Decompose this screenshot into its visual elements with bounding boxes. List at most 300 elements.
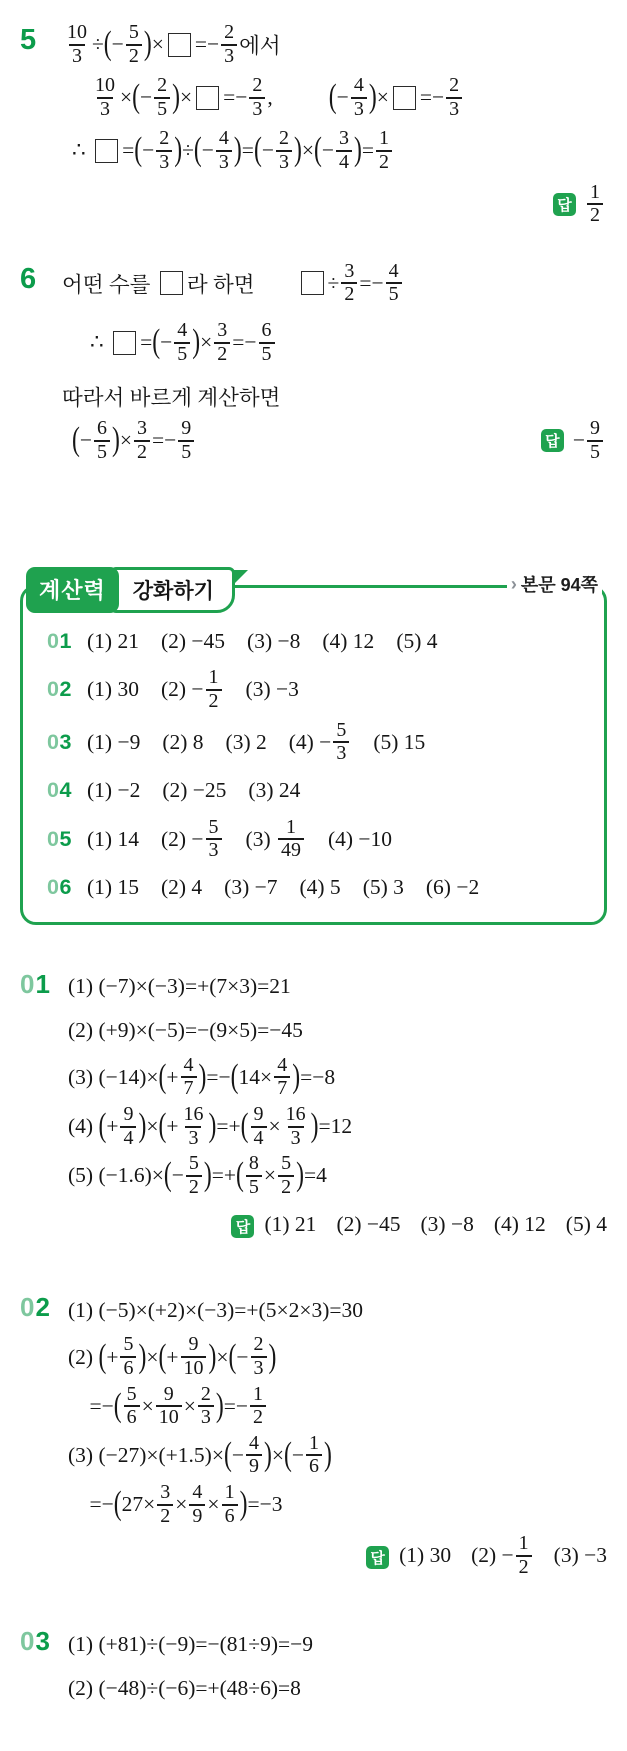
math-text: =− (68, 1492, 114, 1517)
math-text: 라 하면 (186, 272, 255, 297)
fraction: $\frac{1}{2}$ (516, 1533, 532, 1578)
tall-paren: ) (208, 1337, 217, 1376)
answer-item (162, 730, 203, 755)
row-number-zero: 0 (47, 729, 60, 754)
tall-paren: ( (158, 1337, 167, 1376)
answer-item (554, 1536, 607, 1576)
tall-paren: ) (296, 1156, 304, 1194)
math-text: (2) 4 (160, 875, 203, 900)
fraction: $\frac{1}{2}$ (206, 667, 222, 712)
calc-row-06 (47, 869, 590, 907)
problem-5-line-2 (90, 75, 607, 120)
fraction: $\frac{9}{10}$ (156, 1384, 182, 1429)
solution-line-list (68, 1624, 607, 1708)
fraction: $\frac{6}{5}$ (259, 320, 275, 365)
math-text: ÷ (182, 138, 194, 163)
math-text: , (267, 85, 273, 110)
math-text: − (171, 1163, 184, 1188)
solution-line (68, 1384, 607, 1429)
tall-paren: ( (236, 1156, 244, 1194)
math-line (72, 418, 196, 463)
row-number-zero: 0 (47, 875, 60, 900)
math-text: (3) (−27)×(+1.5)× (68, 1442, 224, 1467)
problem-6-line-4 (72, 418, 605, 463)
tall-paren: ( (72, 421, 80, 459)
math-line (90, 320, 277, 365)
blank-box (95, 139, 118, 163)
calc-row-number (47, 629, 87, 654)
answer-badge: 답 (231, 1215, 254, 1238)
solution-01-answer-row (68, 1204, 607, 1248)
problem-6-answer-row (541, 418, 605, 463)
tall-paren: ( (98, 1107, 107, 1145)
math-text: (6) −2 (425, 875, 480, 900)
solution-line-list (68, 967, 607, 1199)
math-text: (2) (68, 1344, 99, 1369)
calc-row-number (47, 730, 87, 755)
math-text: − (321, 138, 334, 163)
tall-paren: ( (158, 1107, 167, 1145)
math-text: (5) 4 (565, 1211, 607, 1236)
math-text: (1) (−7)×(−3)=+(7×3)=21 (68, 974, 291, 999)
fraction: $\frac{1}{2}$ (250, 1384, 266, 1429)
solution-number-digit: 1 (35, 968, 51, 999)
tall-paren: ) (138, 1107, 147, 1145)
tall-paren: ) (198, 1057, 207, 1096)
math-text: =+ (211, 1163, 237, 1188)
blank-box (393, 86, 416, 110)
fraction: 1 49 (278, 817, 304, 862)
calc-row-items (87, 720, 425, 765)
math-text: =− (223, 85, 248, 110)
math-text: × (183, 1393, 196, 1418)
calc-row-items (87, 817, 392, 862)
solution-number-zero: 0 (20, 968, 36, 999)
fraction: $\frac{1}{2}$ (376, 128, 392, 173)
fraction: $\frac{9}{5}$ (587, 418, 603, 463)
page-ref-label: 본문 94쪽 (520, 575, 598, 596)
tall-paren: ( (284, 1435, 292, 1474)
tall-paren: ( (313, 131, 322, 170)
math-text: − (142, 138, 155, 163)
fraction: $\frac{10}{3}$ (95, 74, 115, 120)
tall-paren: ) (310, 1107, 319, 1145)
math-text: =12 (318, 1114, 353, 1139)
blank-box (113, 331, 136, 355)
math-text: = (241, 138, 254, 163)
answer-item (396, 629, 437, 654)
fraction: $\frac{10}{3}$ (67, 21, 87, 67)
fraction: $\frac{2}{3}$ (251, 1334, 267, 1379)
fraction: $\frac{2}{3}$ (198, 1384, 214, 1429)
math-text: = (361, 138, 374, 163)
fraction: $\frac{3}{2}$ (157, 1482, 173, 1527)
tall-paren: ( (134, 131, 143, 170)
math-text: (4) 12 (493, 1211, 546, 1236)
solution-02-section (20, 1290, 607, 1582)
math-text: × (263, 1163, 277, 1188)
math-text: × (146, 1344, 159, 1369)
fraction: $\frac{8}{5}$ (246, 1153, 262, 1198)
fraction: $\frac{4}{5}$ (386, 261, 402, 306)
fraction: $\frac{3}{4}$ (336, 128, 352, 173)
math-text: (5) 4 (396, 628, 438, 653)
math-text: × (271, 1442, 284, 1467)
answer-item (328, 827, 392, 852)
math-text: × (119, 428, 133, 453)
math-text: − (336, 85, 349, 110)
answer-item (421, 1204, 474, 1244)
tall-paren: ) (239, 1485, 248, 1523)
solution-line (68, 1482, 607, 1527)
solution-line (68, 1055, 607, 1100)
math-text: (3) 24 (248, 778, 301, 803)
math-text: × (180, 85, 193, 110)
math-text: (3) (245, 826, 276, 851)
math-text: (3) 2 (225, 729, 267, 754)
math-text: + (166, 1064, 179, 1089)
math-text: × (141, 1393, 154, 1418)
tall-paren: ) (292, 1057, 301, 1096)
tall-paren: ) (215, 1386, 224, 1425)
chevron-right-icon: › (510, 573, 517, 594)
math-text: − (140, 85, 153, 110)
math-text: (5) (−1.6)× (68, 1163, 164, 1188)
blank-box (160, 271, 183, 295)
math-text: =− (68, 1393, 114, 1418)
solution-line (68, 1153, 607, 1198)
problem-5-line-3 (72, 128, 607, 173)
row-number-zero: 0 (47, 677, 60, 702)
math-text: (5) 3 (362, 875, 404, 900)
math-text: − (79, 428, 93, 453)
fraction: $\frac{4}{5}$ (174, 320, 190, 365)
math-text: 14× (238, 1064, 273, 1089)
math-text: + (106, 1114, 119, 1139)
math-text: − (261, 138, 274, 163)
tall-paren: ) (353, 131, 362, 170)
tall-paren: ) (324, 1435, 332, 1474)
math-text: ∴ (90, 330, 110, 355)
calc-row-items (87, 629, 438, 654)
tall-paren: ) (143, 25, 152, 63)
problem-5-section (20, 22, 607, 227)
row-number-digit: 2 (59, 677, 72, 702)
answer-item (248, 778, 300, 803)
tall-paren: ( (158, 1057, 167, 1096)
math-text: (2) 8 (162, 729, 204, 754)
math-text: (4) 5 (299, 875, 341, 900)
answer-item (299, 875, 340, 900)
fraction: $\frac{5}{3}$ (206, 817, 222, 862)
solution-lines (68, 967, 607, 1249)
tall-paren: ) (172, 78, 181, 116)
math-text: × (268, 1114, 281, 1139)
math-text: (1) 15 (87, 875, 139, 900)
math-text: (2) (−48)÷(−6)=+(48÷6)=8 (68, 1675, 301, 1700)
math-line (329, 75, 464, 120)
tall-paren: ) (263, 1435, 272, 1474)
answer-item (161, 629, 225, 654)
problem-6-line-1 (20, 261, 607, 306)
solution-number-digit: 3 (35, 1626, 51, 1657)
answer-item (162, 778, 226, 803)
problem-6-line-3 (62, 381, 607, 412)
calc-badge: 계산력 (26, 567, 119, 613)
solution-line (68, 1104, 607, 1149)
calc-row-items (87, 778, 300, 803)
fraction: $\frac{4}{3}$ (351, 75, 367, 120)
answer-item (322, 629, 374, 654)
calc-box-section (20, 573, 607, 925)
math-text: − (572, 428, 585, 453)
solution-line (68, 1668, 607, 1708)
answer-item (399, 1536, 451, 1576)
answer-item (373, 730, 425, 755)
tall-paren: ) (112, 421, 120, 459)
answer-items (264, 1204, 607, 1248)
math-text: (2) (+9)×(−5)=−(9×5)=−45 (68, 1018, 303, 1043)
answer-item (224, 875, 277, 900)
row-number-digit: 1 (59, 628, 72, 653)
problem-5-number: 5 (20, 24, 37, 56)
fraction: $\frac{16}{3}$ (285, 1103, 306, 1149)
blank-box (196, 86, 219, 110)
fraction: $\frac{2}{3}$ (249, 75, 265, 120)
fraction: $\frac{1}{6}$ (306, 1433, 322, 1478)
math-text: + (166, 1114, 179, 1139)
answer-item (226, 730, 267, 755)
fraction: $\frac{9}{10}$ (181, 1334, 207, 1379)
tall-paren: ) (268, 1337, 277, 1376)
math-text: (2) −45 (336, 1211, 401, 1236)
tall-paren: ( (113, 1485, 122, 1523)
answer-item (87, 827, 139, 852)
math-text: ÷ (327, 270, 340, 295)
math-text: = (122, 138, 135, 163)
tall-paren: ( (223, 1435, 232, 1474)
row-number-zero: 0 (47, 826, 60, 851)
problem-6-line-2 (90, 320, 607, 365)
math-text: − (231, 1442, 244, 1467)
fraction: $\frac{2}{3}$ (446, 75, 462, 120)
fraction: $\frac{2}{5}$ (154, 75, 170, 120)
solution-number (20, 1290, 68, 1582)
tall-paren: ) (138, 1337, 147, 1376)
math-text: =− (419, 85, 445, 110)
answer-item (161, 875, 202, 900)
math-text: (1) 21 (264, 1211, 317, 1236)
math-text: (1) 21 (87, 628, 139, 653)
math-text: × (376, 85, 389, 110)
solution-number-zero: 0 (20, 1626, 36, 1657)
math-text: × (200, 330, 213, 355)
tall-paren: ) (203, 1156, 212, 1194)
solution-number (20, 967, 68, 1249)
answer-item (471, 1533, 534, 1578)
math-text: − (201, 138, 214, 163)
calc-row-items (87, 875, 479, 900)
fraction: $\frac{3}{2}$ (214, 320, 230, 365)
math-text: − (291, 1442, 305, 1467)
fraction: $\frac{4}{7}$ (181, 1055, 197, 1100)
row-number-digit: 6 (59, 875, 72, 900)
solution-lines (68, 1290, 607, 1582)
math-text: (2) − (471, 1543, 514, 1568)
solution-number-digit: 2 (35, 1292, 51, 1323)
problem-6-text: 따라서 바르게 계산하면 (62, 386, 281, 411)
fraction: $\frac{1}{6}$ (222, 1482, 238, 1527)
solution-line (68, 967, 607, 1007)
tall-paren: ) (174, 131, 183, 170)
row-number-zero: 0 (47, 778, 60, 803)
math-text: =− (223, 1393, 249, 1418)
answer-item (161, 817, 224, 862)
math-text: (1) 30 (399, 1543, 452, 1568)
math-text: × (301, 138, 314, 163)
solution-02-answer-row (68, 1533, 607, 1582)
solution-line (68, 1624, 607, 1664)
tall-paren: ) (208, 1107, 217, 1145)
calc-row-number (47, 875, 87, 900)
math-text: − (236, 1344, 249, 1369)
fraction: $\frac{5}{2}$ (186, 1153, 202, 1198)
math-text: × (151, 32, 164, 57)
math-text: × (146, 1114, 159, 1139)
tall-paren: ( (152, 322, 161, 361)
answer-item (246, 817, 306, 862)
calc-row-number (47, 677, 87, 702)
calc-row-05 (47, 817, 590, 862)
math-text: =− (206, 1064, 231, 1089)
answer-item (289, 720, 352, 765)
fraction: $\frac{2}{3}$ (156, 128, 172, 173)
answer-item (87, 778, 140, 803)
solution-line (68, 1433, 607, 1478)
math-text: (1) 14 (87, 826, 139, 851)
math-text: (2) −25 (162, 778, 227, 803)
math-line (62, 22, 281, 67)
fraction: $\frac{9}{5}$ (178, 418, 194, 463)
answer-items (399, 1533, 607, 1582)
math-text: (3) −8 (420, 1211, 474, 1236)
problem-5-line-1 (20, 22, 607, 67)
answer-value (585, 182, 605, 227)
math-text: =− (194, 32, 220, 57)
solution-number (20, 1624, 68, 1712)
math-text: (3) −3 (553, 1543, 607, 1568)
math-text: 어떤 수를 (62, 272, 156, 297)
math-text: =−8 (300, 1064, 336, 1089)
math-line (90, 75, 273, 120)
answer-item (247, 629, 300, 654)
fraction: $\frac{16}{3}$ (183, 1103, 204, 1149)
math-text: × (175, 1492, 188, 1517)
tall-paren: ( (163, 1156, 172, 1194)
math-text: (3) −3 (245, 677, 299, 702)
answer-item (87, 677, 139, 702)
solution-03-section (20, 1624, 607, 1712)
answer-badge: 답 (366, 1546, 389, 1569)
math-text: =− (359, 270, 384, 295)
fraction: $\frac{5}{2}$ (278, 1153, 294, 1198)
problem-6-number: 6 (20, 262, 37, 295)
tall-paren: ( (228, 1337, 237, 1376)
row-number-zero: 0 (47, 628, 60, 653)
math-text: × (119, 85, 133, 110)
math-text: (1) (+81)÷(−9)=−(81÷9)=−9 (68, 1631, 314, 1656)
solution-01-section (20, 967, 607, 1249)
answer-item (426, 875, 479, 900)
math-text: (3) (−14)× (68, 1064, 159, 1089)
calc-row-04 (47, 772, 590, 810)
row-number-digit: 3 (59, 729, 72, 754)
fraction: $\frac{4}{9}$ (246, 1433, 262, 1478)
math-line (72, 128, 394, 173)
math-text: (2) − (160, 826, 204, 851)
calc-row-02 (47, 667, 590, 712)
math-text: 27× (121, 1492, 156, 1517)
math-text: =4 (303, 1163, 327, 1188)
solution-number-zero: 0 (20, 1292, 36, 1323)
answer-item (246, 677, 299, 702)
row-number-digit: 5 (59, 826, 72, 851)
fraction: $\frac{4}{9}$ (189, 1482, 205, 1527)
row-number-digit: 4 (59, 778, 72, 803)
answer-item (264, 1204, 316, 1244)
answer-item (566, 1204, 607, 1244)
solution-lines (68, 1624, 607, 1712)
math-text: =−3 (247, 1492, 283, 1517)
fraction: $\frac{5}{2}$ (126, 22, 142, 67)
answer-item (161, 667, 224, 712)
answer-item (494, 1204, 546, 1244)
math-text: =− (152, 428, 177, 453)
blank-box (301, 271, 324, 295)
calc-row-03 (47, 720, 590, 765)
math-text: (1) −9 (87, 729, 141, 754)
fraction: 1 2 (587, 182, 603, 227)
tall-paren: ( (103, 25, 112, 63)
math-text: (1) −2 (87, 778, 141, 803)
math-text: (3) −7 (224, 875, 278, 900)
fraction: $\frac{9}{4}$ (120, 1104, 136, 1149)
tall-paren: ( (230, 1057, 239, 1096)
problem-6-section (20, 261, 607, 464)
math-line (297, 261, 404, 306)
answer-item (87, 629, 139, 654)
tall-paren: ) (192, 322, 201, 361)
math-text: − (160, 330, 173, 355)
math-text: (4) − (288, 729, 332, 754)
calc-row-number (47, 778, 87, 803)
problem-6-statement (62, 268, 255, 299)
tall-paren: ) (233, 131, 242, 170)
answer-item (87, 875, 139, 900)
fraction: $\frac{9}{4}$ (251, 1104, 267, 1149)
fraction: $\frac{6}{5}$ (94, 418, 110, 463)
tall-paren: ( (253, 131, 262, 170)
math-text: ∴ (72, 138, 92, 163)
math-text: 에서 (239, 34, 281, 59)
math-text: (4) (68, 1114, 99, 1139)
math-text: (1) 30 (87, 677, 139, 702)
math-text: + (166, 1344, 179, 1369)
math-text: + (106, 1344, 119, 1369)
math-text: × (216, 1344, 229, 1369)
fraction: $\frac{3}{2}$ (134, 418, 150, 463)
math-text: (4) 12 (322, 628, 375, 653)
